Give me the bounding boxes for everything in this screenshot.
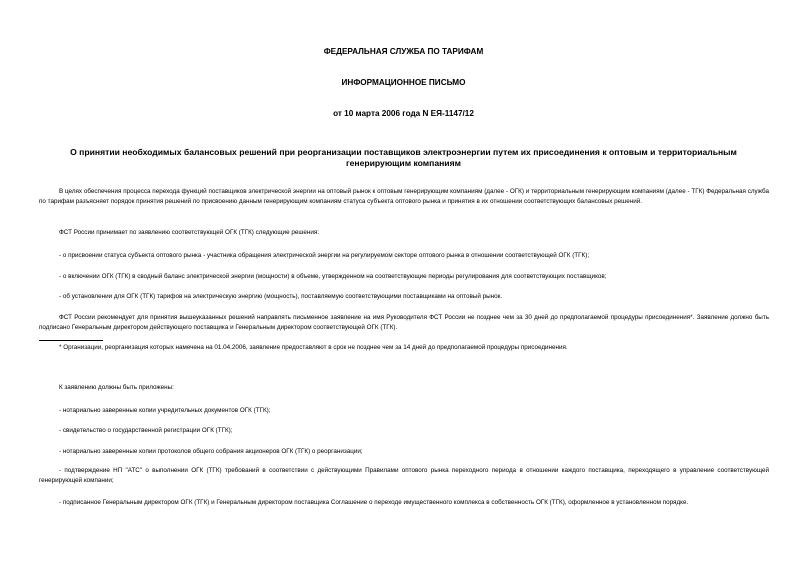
attachment-item: - подтверждение НП "АТС" о выполнении ОГК (ТГК) требований в соответствии с действующими Правилами оптового рынка переходного периода в отношении каждого поставщика, переходящего в управление соответствующей генерирующей компании; [39,467,769,484]
attachment-item: - свидетельство о государственной регистрации ОГК (ТГК); [59,427,233,434]
document-title: О принятии необходимых балансовых решений при реорганизации поставщиков электроэнергии путем их присоединения к оптовым и территориальным генерирующим компаниям [70,147,737,168]
footnote-separator [39,340,103,341]
document-date: от 10 марта 2006 года N ЕЯ-1147/12 [333,109,474,118]
attachments-intro: К заявлению должны быть приложены: [59,384,174,391]
fst-accepts-paragraph: ФСТ России принимает по заявлению соответствующей ОГК (ТГК) следующие решения: [59,229,320,236]
attachment-item: - подписанное Генеральным директором ОГК (ТГК) и Генеральным директором поставщика Соглашение о переходе имущественного комплекса в собственность ОГК (ТГК), оформленное в установленном порядке. [59,499,689,506]
attachment-item: - нотариально заверенные копии учредительных документов ОГК (ТГК); [59,407,271,414]
decision-item: - о присвоении статуса субъекта оптового рынка - участника обращения электрической энергии на регулируемом секторе оптового рынка в отношении соответствующей ОГК (ТГК); [59,252,590,259]
footnote: * Организации, реорганизация которых намечена на 01.04.2006, заявление предоставляют в срок не позднее чем за 14 дней до предполагаемой процедуры присоединения. [59,344,568,351]
document-type: ИНФОРМАЦИОННОЕ ПИСЬМО [341,78,466,87]
recommendation-paragraph: ФСТ России рекомендует для принятия вышеуказанных решений направлять письменное заявление на имя Руководителя ФСТ России не позднее чем за 30 дней до предполагаемой процедуры присоединения*. Заявление должно быть подписано Генеральным директором действующего поставщика и Генеральным директором соответствующей ОГК (ТГК). [39,314,769,331]
decision-item: - о включении ОГК (ТГК) в сводный баланс электрической энергии (мощности) в объеме, утвержденном на соответствующие периоды регулирования для соответствующих поставщиков; [59,273,607,280]
intro-paragraph: В целях обеспечения процесса перехода функций поставщиков электрической энергии на оптовый рынок к оптовым генерирующим компаниям (далее - ОГК) и территориальным генерирующим компаниям (далее - ТГК) Федеральная служба по тарифам разъясняет порядок принятия решений по присвоению данным генерирующим компаниям статуса субъекта оптового рынка и принятия в их отношении соответствующих балансовых решений. [39,188,769,205]
attachment-item: - нотариально заверенные копии протоколов общего собрания акционеров ОГК (ТГК) о реорганизации; [59,448,363,455]
decision-item: - об установлении для ОГК (ТГК) тарифов на электрическую энергию (мощность), поставляемую соответствующими поставщиками на оптовый рынок. [59,293,503,300]
agency-name: ФЕДЕРАЛЬНАЯ СЛУЖБА ПО ТАРИФАМ [323,47,484,56]
